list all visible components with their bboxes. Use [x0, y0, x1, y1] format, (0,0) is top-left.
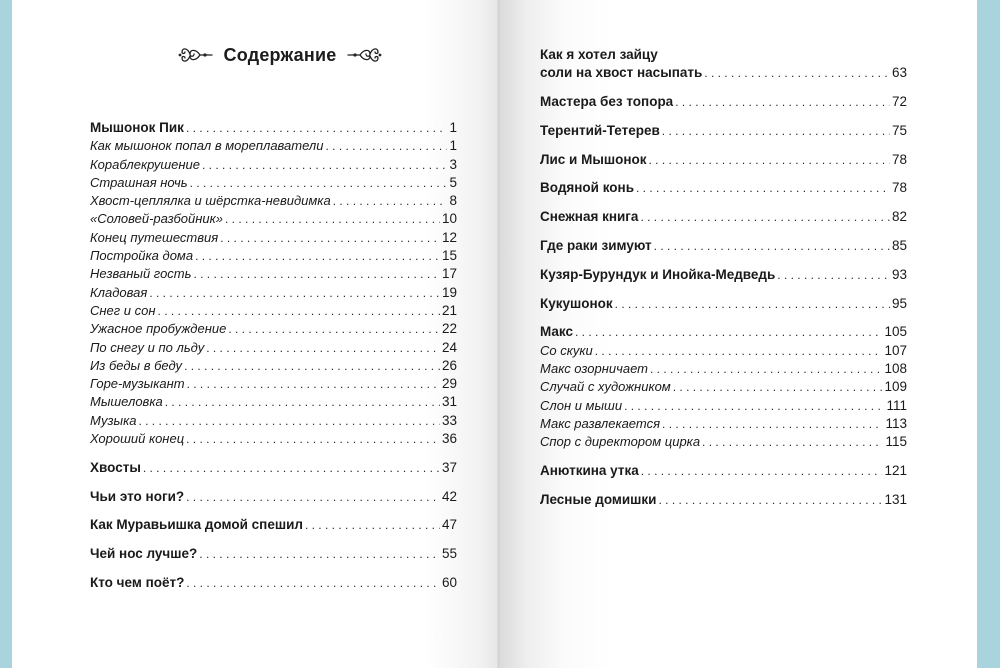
- toc-entry-title: Незваный гость: [90, 266, 192, 282]
- book-gutter: [497, 0, 501, 668]
- toc-entry: [540, 122, 907, 140]
- toc-entry-page: 75: [891, 122, 907, 138]
- flourish-right-icon: [346, 42, 382, 68]
- toc-entry: [90, 545, 457, 563]
- toc-entry-page: 24: [441, 339, 457, 355]
- toc-entry-title: Мастера без топора: [540, 94, 674, 110]
- toc-leader-dots: [186, 488, 440, 506]
- toc-entry-title: Хвост-цеплялка и шёрстка-невидимка: [90, 193, 331, 209]
- toc-entry: [540, 46, 907, 83]
- toc-entry: [540, 462, 907, 480]
- toc-leader-dots: [143, 459, 440, 477]
- toc-entry-page: 42: [441, 488, 457, 504]
- toc-entry-title: Из беды в беду: [90, 357, 183, 373]
- toc-entry-page: 15: [441, 248, 457, 264]
- toc-entry: [540, 266, 907, 284]
- toc-leader-dots: [575, 323, 882, 341]
- toc-entry: [90, 229, 457, 247]
- toc-entry-page: 95: [891, 295, 907, 311]
- toc-leader-dots: [305, 516, 440, 534]
- toc-entry-page: 109: [884, 379, 907, 395]
- toc-entry: [90, 284, 457, 302]
- toc-leader-dots: [158, 302, 440, 320]
- toc-entry-title: Лесные домишки: [540, 491, 657, 507]
- toc-entry-title: Где раки зимуют: [540, 238, 652, 254]
- toc-entry-page: 1: [449, 138, 457, 154]
- toc-entry-title: Ужасное пробуждение: [90, 321, 227, 337]
- toc-leader-dots: [220, 229, 440, 247]
- toc-leader-dots: [228, 320, 440, 338]
- toc-entry: [90, 302, 457, 320]
- toc-entry-page: 37: [441, 459, 457, 475]
- toc-entry-title: Чей нос лучше?: [90, 546, 198, 562]
- toc-entry-title: Хороший конец: [90, 431, 185, 447]
- toc-entry-title: Лис и Мышонок: [540, 151, 647, 167]
- toc-leader-dots: [636, 179, 890, 197]
- toc-leader-dots: [641, 462, 883, 480]
- toc-entry-page: 121: [884, 463, 907, 479]
- toc-entry-page: 93: [891, 266, 907, 282]
- toc-entry-title: Слон и мыши: [540, 397, 623, 413]
- toc-entry-title: Макс озорничает: [540, 361, 649, 377]
- toc-entry-page: 17: [441, 266, 457, 282]
- toc-entry-title: Кораблекрушение: [90, 156, 201, 172]
- page-title: Содержание: [223, 44, 337, 65]
- toc-leader-dots: [199, 545, 440, 563]
- toc-entry: [90, 174, 457, 192]
- contents-heading: [170, 40, 390, 70]
- toc-entry-page: 85: [891, 238, 907, 254]
- toc-entry: [540, 415, 907, 433]
- toc-entry-page: 26: [441, 357, 457, 373]
- toc-leader-dots: [662, 122, 890, 140]
- toc-entry: [90, 574, 457, 592]
- toc-leader-dots: [649, 151, 890, 169]
- toc-entry-page: 105: [884, 324, 907, 340]
- toc-leader-dots: [702, 433, 883, 451]
- toc-entry: [90, 488, 457, 506]
- toc-entry: [90, 247, 457, 265]
- toc-entry-page: 82: [891, 209, 907, 225]
- toc-leader-dots: [184, 357, 440, 375]
- toc-entry: [540, 237, 907, 255]
- toc-entry-title: Кукушонок: [540, 295, 613, 311]
- toc-leader-dots: [704, 64, 890, 82]
- toc-entry: [90, 516, 457, 534]
- toc-leader-dots: [333, 192, 448, 210]
- toc-entry: [90, 393, 457, 411]
- toc-entry-page: 3: [449, 156, 457, 172]
- toc-leader-dots: [662, 415, 883, 433]
- toc-entry-page: 108: [884, 361, 907, 377]
- flourish-left-icon: [178, 42, 214, 68]
- toc-entry-title: Снег и сон: [90, 302, 156, 318]
- toc-entry-page: 21: [441, 302, 457, 318]
- toc-leader-dots: [673, 378, 883, 396]
- toc-leader-dots: [650, 360, 882, 378]
- toc-leader-dots: [187, 375, 440, 393]
- toc-entry: [540, 397, 907, 415]
- toc-entry-page: 33: [441, 412, 457, 428]
- toc-leader-dots: [186, 119, 448, 137]
- toc-entry: [90, 265, 457, 283]
- toc-entry: [540, 93, 907, 111]
- toc-entry-page: 111: [886, 397, 907, 413]
- toc-entry: [90, 156, 457, 174]
- toc-leader-dots: [206, 339, 440, 357]
- toc-leader-dots: [777, 266, 890, 284]
- toc-entry: [540, 491, 907, 509]
- toc-entry: [90, 320, 457, 338]
- toc-leader-dots: [658, 491, 882, 509]
- toc-entry: [90, 412, 457, 430]
- toc-entry-page: 22: [441, 321, 457, 337]
- toc-entry-page: 47: [441, 517, 457, 533]
- toc-entry: [90, 459, 457, 477]
- toc-entry-page: 55: [441, 546, 457, 562]
- toc-entry-page: 5: [449, 174, 457, 190]
- toc-leader-dots: [675, 93, 890, 111]
- toc-entry-page: 29: [441, 376, 457, 392]
- toc-entry-title: Кто чем поёт?: [90, 575, 185, 591]
- toc-leader-dots: [654, 237, 890, 255]
- toc-entry-title: Страшная ночь: [90, 174, 188, 190]
- toc-entry-page: 31: [441, 394, 457, 410]
- toc-entry-title: По снегу и по льду: [90, 339, 205, 355]
- toc-entry-page: 60: [441, 575, 457, 591]
- toc-entry-page: 19: [441, 284, 457, 300]
- toc-entry-title: Макс развлекается: [540, 415, 661, 431]
- toc-entry: [540, 151, 907, 169]
- toc-entry-page: 36: [441, 431, 457, 447]
- toc-entry: [540, 360, 907, 378]
- toc-entry-page: 78: [891, 151, 907, 167]
- toc-entry: [90, 192, 457, 210]
- toc-entry: [90, 210, 457, 228]
- toc-entry-title: Водяной конь: [540, 180, 634, 196]
- toc-entry-page: 78: [891, 180, 907, 196]
- toc-entry-title: Со скуки: [540, 342, 593, 358]
- toc-entry-page: 1: [449, 120, 457, 135]
- toc-entry: [90, 375, 457, 393]
- toc-entry: [540, 323, 907, 341]
- toc-entry-title-line2: соли на хвост насыпать: [540, 65, 703, 81]
- toc-entry: [90, 357, 457, 375]
- toc-entry-title: Мышонок Пик: [90, 120, 184, 135]
- toc-leader-dots: [186, 574, 440, 592]
- toc-entry-title: Как Муравьишка домой спешил: [90, 517, 303, 533]
- toc-leader-dots: [615, 295, 890, 313]
- toc-entry-title-line1: Как я хотел зайцу: [540, 47, 658, 62]
- toc-leader-dots: [149, 284, 440, 302]
- toc-leader-dots: [186, 430, 440, 448]
- toc-entry: [90, 119, 457, 137]
- toc-entry-title: Макс: [540, 324, 574, 340]
- toc-leader-dots: [190, 174, 448, 192]
- toc-leader-dots: [325, 137, 447, 155]
- toc-entry-page: 8: [449, 193, 457, 209]
- toc-entry: [90, 137, 457, 155]
- toc-entry-page: 72: [891, 94, 907, 110]
- toc-entry-title: Музыка: [90, 412, 137, 428]
- toc-entry-page: 131: [884, 491, 907, 507]
- toc-leader-dots: [138, 412, 440, 430]
- toc-entry-page: 12: [441, 229, 457, 245]
- toc-entry: [540, 208, 907, 226]
- toc-leader-dots: [193, 265, 440, 283]
- toc-entry: [540, 342, 907, 360]
- toc-entry-title: Конец путешествия: [90, 229, 219, 245]
- toc-entry-title: Случай с художником: [540, 379, 671, 395]
- toc-entry-page: 113: [885, 415, 907, 431]
- toc-entry-title: Кладовая: [90, 284, 148, 300]
- toc-entry-title: Спор с директором цирка: [540, 434, 701, 450]
- toc-entry-page: 107: [884, 342, 907, 358]
- toc-entry: [540, 433, 907, 451]
- toc-entry: [90, 430, 457, 448]
- toc-leader-dots: [225, 210, 440, 228]
- contents-list-left: [90, 119, 457, 592]
- toc-entry-title: Хвосты: [90, 459, 141, 475]
- toc-entry-title: Мышеловка: [90, 394, 163, 410]
- contents-list-right: [540, 46, 907, 509]
- toc-entry: [540, 295, 907, 313]
- toc-entry-title: Снежная книга: [540, 209, 639, 225]
- toc-leader-dots: [165, 393, 440, 411]
- toc-leader-dots: [595, 342, 883, 360]
- toc-entry-title: Постройка дома: [90, 248, 194, 264]
- toc-entry-page: 63: [891, 65, 907, 81]
- toc-entry-title: Терентий-Тетерев: [540, 122, 660, 138]
- toc-entry-title: Горе-музыкант: [90, 376, 185, 392]
- toc-entry: [540, 378, 907, 396]
- toc-leader-dots: [195, 247, 440, 265]
- toc-entry-page: 115: [885, 434, 907, 450]
- toc-entry: [540, 179, 907, 197]
- toc-leader-dots: [640, 208, 890, 226]
- toc-entry: [90, 339, 457, 357]
- toc-entry-title: «Соловей-разбойник»: [90, 211, 224, 227]
- toc-entry-title: Как мышонок попал в мореплаватели: [90, 138, 324, 154]
- toc-entry-title: Анюткина утка: [540, 463, 639, 479]
- toc-entry-page: 10: [441, 211, 457, 227]
- toc-leader-dots: [202, 156, 447, 174]
- toc-entry-title: Кузяр-Бурундук и Инойка-Медведь: [540, 266, 776, 282]
- toc-leader-dots: [624, 397, 884, 415]
- toc-entry-title: Чьи это ноги?: [90, 488, 185, 504]
